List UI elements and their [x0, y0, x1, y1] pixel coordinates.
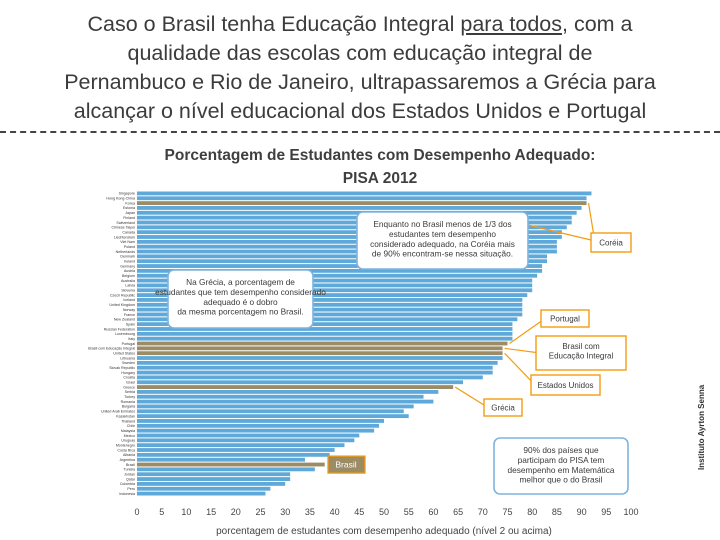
bar	[137, 405, 414, 409]
category-label: Lithuania	[120, 356, 135, 361]
annotation-tag-text: Brasil com	[562, 342, 600, 351]
category-label: Switzerland	[116, 220, 135, 225]
annotation-arrow	[505, 348, 540, 353]
callout-ninety-percent	[494, 438, 628, 494]
category-label: Kazakhstan	[116, 414, 135, 419]
category-label: Mexico	[123, 433, 135, 438]
category-label: Czech Republic	[109, 293, 135, 298]
bar	[137, 458, 305, 462]
bar	[137, 361, 498, 365]
annotation-tag	[531, 375, 600, 395]
callout-text: estudantes tem desempenho	[388, 228, 497, 239]
category-label: Colombia	[119, 482, 135, 487]
chart-title-line: Porcentagem de Estudantes com Desempenho Adequado:	[164, 147, 596, 164]
x-tick-label: 100	[623, 507, 639, 517]
bar	[137, 453, 330, 457]
category-label: United States	[113, 351, 135, 356]
category-label: Germany	[120, 264, 135, 269]
category-label: New Zealand	[113, 317, 135, 322]
category-label: Slovenia	[121, 288, 135, 293]
category-label: Netherlands	[115, 249, 135, 254]
callout-text: melhor que o do Brasil	[519, 474, 603, 485]
x-tick-label: 0	[134, 507, 140, 517]
bar	[137, 492, 265, 496]
callout-text: Na Grécia, a porcentagem de	[186, 277, 295, 287]
category-label: Brazil	[126, 462, 135, 467]
category-label: Japan	[125, 211, 135, 216]
bar	[137, 380, 463, 384]
annotation-tag-text: Coréia	[599, 238, 623, 248]
bar	[137, 409, 404, 413]
watermark: Instituto Ayrton Senna	[697, 384, 706, 470]
callout-text: adequado é o dobro	[203, 296, 278, 307]
callout-text: estudantes que tem desempenho considerado	[155, 286, 326, 297]
bar	[137, 395, 424, 399]
x-tick-label: 30	[280, 507, 291, 517]
bar	[137, 487, 270, 491]
category-label: Belgium	[122, 274, 135, 279]
bar	[137, 448, 335, 452]
bar	[137, 434, 359, 438]
bar	[137, 206, 582, 210]
bar	[137, 467, 315, 471]
category-label: Estonia	[123, 206, 135, 211]
category-label: Spain	[125, 322, 135, 327]
x-tick-label: 10	[181, 507, 192, 517]
annotation-arrow	[455, 387, 488, 407]
bar	[137, 192, 591, 196]
category-label: Brasil com Educação Integral	[88, 346, 135, 351]
category-label: Korea	[125, 201, 135, 206]
annotation-tag	[484, 399, 522, 416]
bar	[137, 400, 433, 404]
bar	[137, 366, 493, 370]
bar	[137, 472, 290, 476]
category-label: Israel	[126, 380, 135, 385]
x-tick-label: 80	[527, 507, 538, 517]
category-label: Qatar	[126, 477, 135, 482]
category-label: Australia	[121, 278, 135, 283]
x-tick-label: 55	[403, 507, 414, 517]
category-label: Tunisia	[123, 467, 135, 472]
x-tick-label: 40	[329, 507, 340, 517]
x-tick-label: 90	[576, 507, 587, 517]
category-label: Italy	[128, 336, 135, 341]
x-tick-label: 5	[159, 507, 165, 517]
callout-text: desempenho em Matemática	[507, 464, 615, 475]
category-label: Liechtenstein	[113, 235, 135, 240]
x-tick-label: 50	[378, 507, 390, 517]
category-label: Portugal	[121, 341, 135, 346]
category-label: Argentina	[119, 457, 135, 462]
callout-text: da mesma porcentagem no Brasil.	[177, 306, 304, 317]
x-tick-label: 20	[230, 507, 241, 517]
category-label: Jordan	[124, 472, 135, 477]
bar	[137, 332, 512, 336]
category-label: Montenegro	[115, 443, 135, 448]
category-label: Uruguay	[121, 438, 135, 443]
category-label: Sweden	[122, 361, 135, 366]
category-label: Russian Federation	[103, 327, 135, 332]
category-label: Malaysia	[120, 428, 135, 433]
category-label: Peru	[127, 487, 135, 492]
x-tick-label: 70	[477, 507, 488, 517]
annotation-tag-text: Estados Unidos	[537, 381, 594, 390]
x-tick-label: 15	[206, 507, 217, 517]
bar	[137, 337, 512, 341]
category-label: Serbia	[124, 390, 135, 395]
x-tick-label: 25	[255, 507, 266, 517]
category-label: Greece	[123, 385, 135, 390]
bar	[137, 419, 384, 423]
category-label: Costa Rica	[117, 448, 135, 453]
bar	[137, 351, 503, 355]
category-label: Albania	[123, 453, 135, 458]
category-label: Austria	[123, 269, 135, 274]
bar	[137, 429, 374, 433]
category-label: United Arab Emirates	[101, 409, 135, 414]
category-label: Poland	[123, 244, 135, 249]
headline-line-4: alcançar o nível educacional dos Estados Unidos e Portugal	[73, 99, 647, 123]
category-label: Romania	[120, 399, 135, 404]
category-label: Hungary	[121, 370, 135, 375]
bar	[137, 201, 587, 205]
bar	[137, 443, 344, 447]
callout-text: 90% dos países que	[523, 445, 599, 455]
x-tick-label: 35	[304, 507, 315, 517]
category-label: Bulgaria	[121, 404, 135, 409]
bar	[137, 196, 587, 200]
category-label: Turkey	[124, 395, 135, 400]
bar	[137, 390, 438, 394]
bar	[137, 375, 483, 379]
x-tick-label: 85	[551, 507, 562, 517]
annotation-tag-text: Brasil	[335, 459, 357, 470]
bar	[137, 342, 508, 346]
x-tick-label: 75	[502, 507, 513, 517]
headline-line-2: qualidade das escolas com educação integral de	[127, 41, 593, 65]
annotation-tag-text: Grécia	[491, 403, 515, 413]
x-tick-label: 45	[354, 507, 365, 517]
category-label: Croatia	[123, 375, 135, 380]
x-tick-label: 95	[601, 507, 612, 517]
category-label: Canada	[122, 230, 135, 235]
callout-text: Enquanto no Brasil menos de 1/3 dos	[373, 219, 512, 229]
category-label: Indonesia	[119, 491, 135, 496]
bar	[137, 438, 354, 442]
category-label: Latvia	[125, 283, 135, 288]
category-label: Viet Nam	[120, 240, 135, 245]
category-label: Chinese Taipei	[111, 225, 135, 230]
category-label: Thailand	[121, 419, 135, 424]
annotation-tag-text: Portugal	[550, 314, 580, 324]
callout-text: de 90% encontram-se nessa situação.	[371, 248, 514, 259]
bar	[137, 371, 493, 375]
annotation-tag-text: Educação Integral	[548, 351, 614, 361]
category-label: Luxembourg	[115, 332, 135, 337]
para-todos-link: para todos	[460, 12, 562, 36]
bar	[137, 424, 379, 428]
annotation-tag	[536, 336, 626, 370]
category-label: Hong Kong-China	[106, 196, 135, 201]
headline-line-3: Pernambuco e Rio de Janeiro, ultrapassaremos a Grécia para	[64, 70, 656, 94]
bar	[137, 414, 409, 418]
category-label: Denmark	[120, 254, 135, 259]
bar	[137, 385, 453, 389]
callout-korea-brazil	[357, 212, 528, 269]
x-tick-label: 65	[453, 507, 464, 517]
category-label: Iceland	[123, 298, 135, 303]
callout-greece	[155, 270, 326, 328]
category-label: Singapore	[118, 191, 135, 196]
category-label: Norway	[122, 307, 135, 312]
x-tick-label: 60	[428, 507, 439, 517]
chart-subtitle: PISA 2012	[342, 170, 418, 187]
bar	[137, 482, 285, 486]
headline-line-1: Caso o Brasil tenha Educação Integral para todos, com a	[87, 12, 633, 36]
category-label: United Kingdom	[109, 303, 135, 308]
bar	[137, 477, 290, 481]
bar	[137, 463, 325, 467]
x-axis-label: porcentagem de estudantes com desempenho adequado (nível 2 ou acima)	[216, 526, 552, 537]
category-label: Slovak Republic	[109, 366, 135, 371]
category-label: Ireland	[124, 259, 135, 264]
category-label: France	[123, 312, 135, 317]
annotation-tag	[591, 233, 631, 252]
category-label: Chile	[126, 424, 135, 429]
bar	[137, 346, 503, 350]
annotation-brasil	[328, 456, 365, 473]
annotation-tag	[541, 310, 589, 327]
callout-text: considerado adequado, na Coréia mais	[370, 238, 515, 249]
callout-text: participam do PISA tem	[517, 454, 605, 465]
category-label: Finland	[123, 215, 135, 220]
bar	[137, 356, 503, 360]
